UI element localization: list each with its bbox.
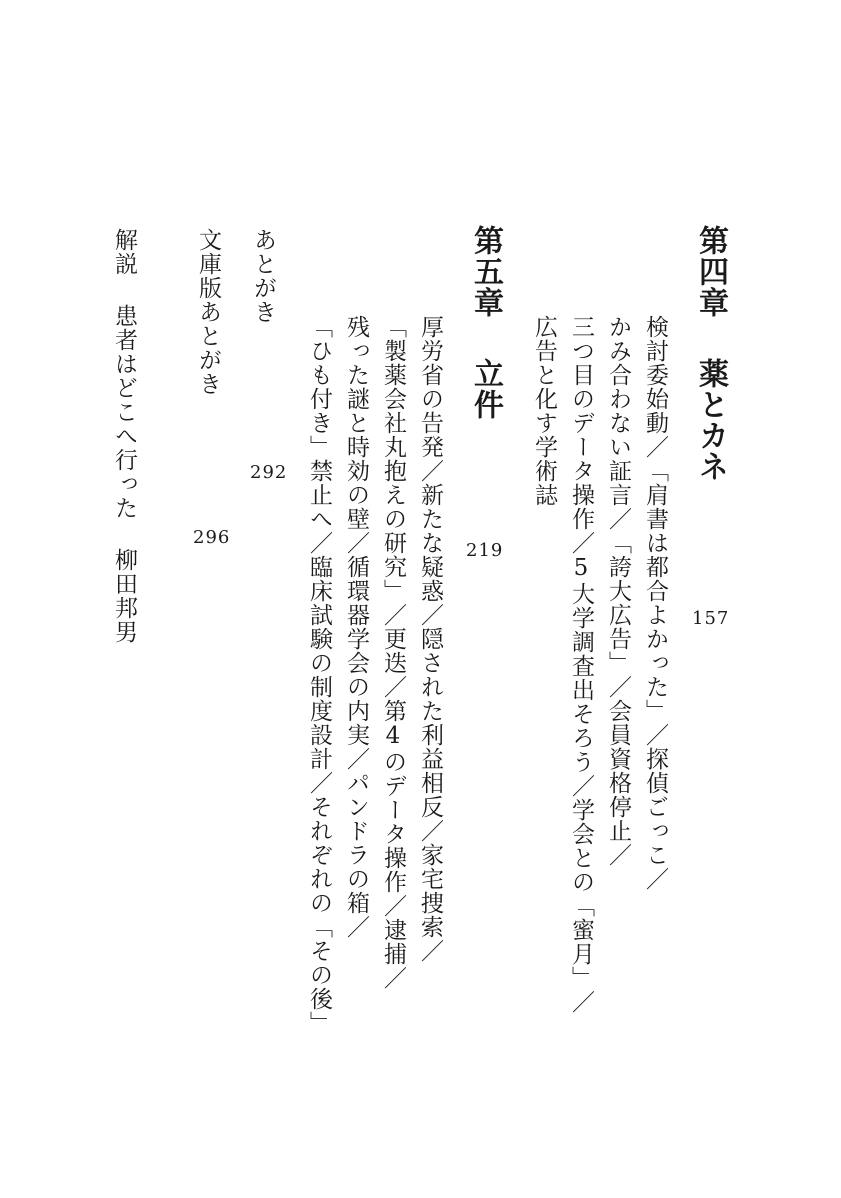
- chapter4-line-4: 広告と化す学術誌: [531, 315, 557, 507]
- afterword-label: あとがき: [250, 228, 276, 324]
- chapter5-line-1: 厚労省の告発／新たな疑惑／隠された利益相反／家宅捜索／: [417, 315, 443, 963]
- chapter5-page-number: 219: [466, 540, 504, 561]
- bunko-afterword-page-number: 296: [193, 527, 231, 548]
- afterword-page-number: 292: [250, 462, 288, 483]
- chapter4-line-1: 検討委始動／「肩書は都合よかった」／探偵ごっこ／: [642, 315, 668, 891]
- commentary-label: 解説: [111, 228, 137, 276]
- bunko-afterword-label: 文庫版あとがき: [195, 228, 221, 396]
- chapter4-page-number: 157: [692, 608, 730, 629]
- chapter4-heading: [693, 225, 728, 482]
- chapter4-line-2: かみ合わない証言／「誇大広告」／会員資格停止／: [605, 315, 631, 867]
- chapter4-label: 第四章: [693, 225, 728, 318]
- chapter5-title: 立件: [468, 358, 503, 420]
- chapter4-line-3: 三つ目のデータ操作／5大学調査出そろう／学会との「蜜月」／: [568, 315, 594, 1014]
- commentary-title: 患者はどこへ行った: [111, 304, 137, 520]
- chapter4-title: 薬とカネ: [693, 358, 728, 482]
- chapter5-line-3: 残った謎と時効の壁／循環器学会の内実／パンドラの箱／: [343, 315, 369, 939]
- chapter5-heading: [468, 225, 503, 420]
- chapter5-line-4: 「ひも付き」禁止へ／臨床試験の制度設計／それぞれの「その後」: [306, 315, 332, 1035]
- commentary-author: 柳田邦男: [111, 548, 137, 644]
- chapter5-label: 第五章: [468, 225, 503, 318]
- commentary-entry: [112, 228, 135, 644]
- chapter5-line-2: 「製薬会社丸抱えの研究」／更迭／第4のデータ操作／逮捕／: [380, 315, 406, 990]
